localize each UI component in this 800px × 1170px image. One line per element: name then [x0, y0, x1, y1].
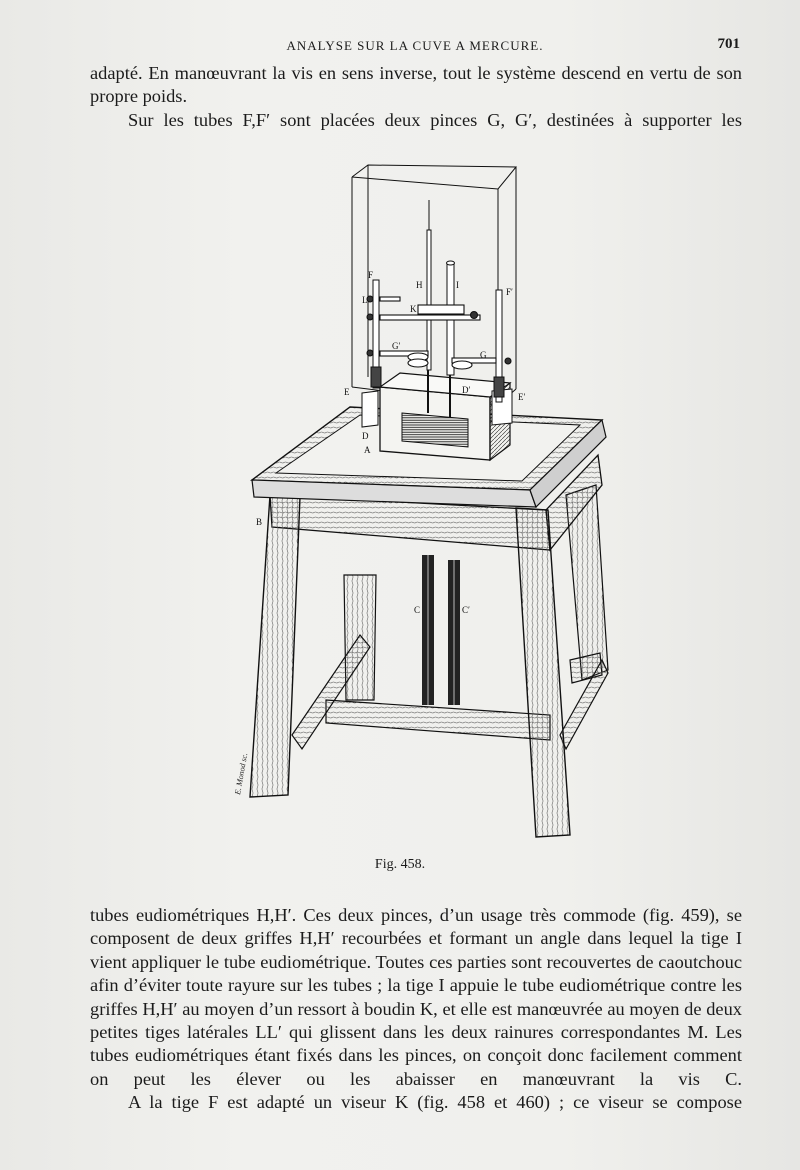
- label-C: C: [414, 605, 421, 615]
- label-F-prime: F′: [506, 287, 513, 297]
- paragraph: adapté. En manœuvrant la vis en sens inverse, tout le système descend en vertu de son propre poids.: [90, 63, 742, 107]
- label-E: E: [344, 387, 350, 397]
- label-E-prime: E′: [518, 392, 526, 402]
- front-right-leg: [516, 508, 570, 837]
- running-title: ANALYSE SUR LA CUVE A MERCURE.: [286, 38, 544, 53]
- label-G-prime: G′: [392, 341, 401, 351]
- mercury-level: [402, 413, 468, 447]
- figure-458: [230, 155, 630, 845]
- front-left-leg: [250, 495, 300, 797]
- label-I: I: [456, 280, 459, 290]
- page-number: 701: [717, 36, 740, 52]
- label-G: G: [480, 350, 487, 360]
- apparatus-illustration: [230, 155, 630, 845]
- label-D: D: [362, 431, 369, 441]
- label-K: K: [410, 304, 417, 314]
- label-A: A: [364, 445, 371, 455]
- paragraph: A la tige F est adapté un viseur K (fig. 458 et 460) ; ce viseur se compose: [128, 1092, 742, 1113]
- bottom-text-block: [90, 904, 742, 1115]
- figure-caption: Fig. 458.: [374, 857, 426, 872]
- label-B: B: [256, 517, 263, 527]
- running-head: [90, 36, 740, 56]
- label-L: L: [362, 295, 368, 305]
- paragraph: Sur les tubes F,F′ sont placées deux pinces G, G′, destinées à supporter les: [128, 109, 742, 130]
- engraver-signature: E. Monod sc.: [233, 752, 250, 796]
- front-stretcher: [326, 700, 550, 740]
- eudiometer-tube-h: [427, 230, 431, 370]
- paragraph: tubes eudiométriques H,H′. Ces deux pinces, d’un usage très commode (fig. 459), se composent de deux griffes H,H′ recourbées et formant un angle dans lequel la tige I vient appliquer le tube eudiométrique. Toutes ces parties sont recouvertes de caoutchouc afin d’éviter toute rayure sur les tubes ; la tige I appuie le tube eudiométrique contre les griffes H,H′ au moyen d’un ressort à boudin K, et elle est manœuvrée au moyen de deux petites tiges latérales LL′ qui glissent dans les deux rainures correspondantes M. Les tubes eudiométriques étant fixés dans les pinces, on conçoit donc facilement comment on peut les élever ou les abaisser en manœuvrant la vis C.: [90, 905, 742, 1089]
- label-C-prime: C′: [462, 605, 470, 615]
- top-text-block: [90, 62, 742, 132]
- label-H: H: [416, 280, 423, 290]
- label-D-prime: D′: [462, 385, 471, 395]
- clamp-k: [367, 305, 480, 320]
- label-F: F: [368, 270, 374, 280]
